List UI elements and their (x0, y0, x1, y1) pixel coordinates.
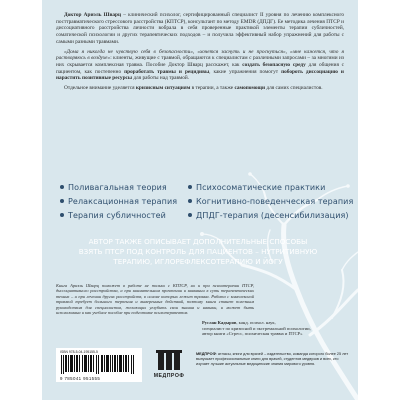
paragraph-text: : клиенты, живущие с травмой, обращаются к специалистам с различными запросами – за многими из них скрывается комплексная травма. Пособие Доктор Шварц расскажет, как (56, 55, 344, 68)
reviewer-name: Руслан Кадыров (202, 320, 237, 325)
paragraph-text: для работы над травмой. (132, 75, 190, 82)
paragraph-text: Отдельное внимание уделяется (64, 85, 136, 92)
therapy-label: Релаксационная терапия (68, 197, 178, 206)
therapy-item (60, 210, 188, 221)
paragraph-text: для общения с пациентом, как постепенно (56, 61, 344, 75)
bullet-icon (188, 213, 192, 217)
bullet-icon (188, 185, 192, 189)
therapy-label: Когнитивно-поведенческая терапия (196, 197, 354, 206)
emphasis: побороть диссоциацию и нарастить позитивные ресурсы (56, 68, 344, 82)
publisher-logo-icon (156, 350, 182, 372)
paragraph-text: , какие упражнения помогут (209, 68, 282, 75)
reviewer-degree: , канд. психол. наук, (236, 320, 276, 325)
paragraph-text: для самих специалистов. (265, 85, 323, 92)
therapy-label: Психосоматические практики (196, 183, 326, 192)
bullet-icon (60, 213, 64, 217)
therapy-label: Поливагальная теория (68, 183, 167, 192)
intro-paragraph-3 (56, 85, 344, 92)
reviewer-signature (202, 320, 352, 337)
publisher-description: : атласы, книги для врачей – издательство, команда которого более 25 лет выпускает профессиональные книги для врачей, студентов медвузов и всех, кто изучает лучшие актуальные медицинские знания мирового уровня. (196, 352, 349, 366)
client-quotes: «Дома я никогда не чувствую себя в безопасности», «хочется заснуть и не проснуться», «мне кажется, что я растворяюсь в воздухе» (56, 48, 344, 62)
intro-paragraph-2 (56, 49, 344, 83)
author-bio: – клинический психолог, сертифицированный специалист II уровня по лечению комплексного посттравматического стрессового расстройства (КПТСР), консультант по методу EMDR (ДПДГ). Ее методика лечения ПТСР и диссоциативного расстройства личности вобрала в себя проверенные практикой элементы терапии субличностей, соматической психологии и других терапевтических подходов – и получила эффективный набор упражнений для работы с самыми разными травмами. (56, 12, 345, 45)
bullet-icon (60, 199, 64, 203)
bullet-icon (188, 199, 192, 203)
publisher-logo-text: МЕДПРОФ (153, 373, 185, 379)
publisher-info (196, 352, 352, 367)
emphasis: самопомощи (234, 85, 266, 92)
therapy-item (60, 182, 188, 193)
barcode (56, 348, 142, 382)
emphasis: проработать травмы и рецидивы (124, 68, 210, 75)
therapy-item (188, 210, 348, 221)
review-blurb: Книга Ариэль Шварц поможет в работе не только с КПТСР, но и при психотерапии ПТСР, диссоциативного расстройства, а при внимательном прочтении и вникании в суть терапевтических техник – и при лечении других расстройств, в основе которых лежит травма. Работа с комплексной травмой требует большого терпения и выверенных действий, поэтому книга станет полезным руководством для специалистов, желающих углубить свои знания и навыки, и может быть использована и как учебное пособие при подготовке психотерапевтов. (56, 283, 254, 316)
paragraph-text: в терапии, а также (190, 85, 235, 92)
intro-paragraph-1 (56, 12, 344, 46)
reviewer-book: автор книги «Стресс, психическая травма и ПТСР» (202, 331, 303, 337)
reviewer-title: специалист по кризисной и экстремальной психологии, (202, 325, 311, 331)
author-name: Доктор Ариэль Шварц (64, 12, 122, 18)
isbn: ISBN 978-5-04-195155-5 (60, 350, 98, 354)
emphasis: кризисным ситуациям (135, 85, 191, 92)
publisher-logo (146, 350, 192, 386)
barcode-digits: 9 785041 951555 (60, 376, 101, 381)
therapy-item (60, 196, 188, 207)
publisher-name: МЕДПРОФ (196, 352, 216, 356)
intro-text (56, 12, 344, 95)
highlight-text: АВТОР ТАКЖЕ ОПИСЫВАЕТ ДОПОЛНИТЕЛЬНЫЕ СПОСОБЫ ВЗЯТЬ ПТСР ПОД КОНТРОЛЬ ДЛЯ ПАЦИЕНТОВ – НУТРИТИВНУЮ ТЕРАПИЮ, ИГЛОРЕФЛЕКСОТЕРАПИЮ И ЙОГУ (78, 237, 318, 266)
bullet-icon (60, 185, 64, 189)
therapy-list (60, 182, 354, 221)
back-cover (42, 0, 358, 400)
emphasis: создать безопасную среду (242, 61, 306, 68)
therapy-item (188, 182, 348, 193)
therapy-label: Терапия субличностей (68, 211, 166, 220)
barcode-bars (61, 355, 137, 374)
therapy-item (188, 196, 354, 207)
therapy-label: ДПДГ-терапия (десенсибилизация) (196, 211, 349, 220)
